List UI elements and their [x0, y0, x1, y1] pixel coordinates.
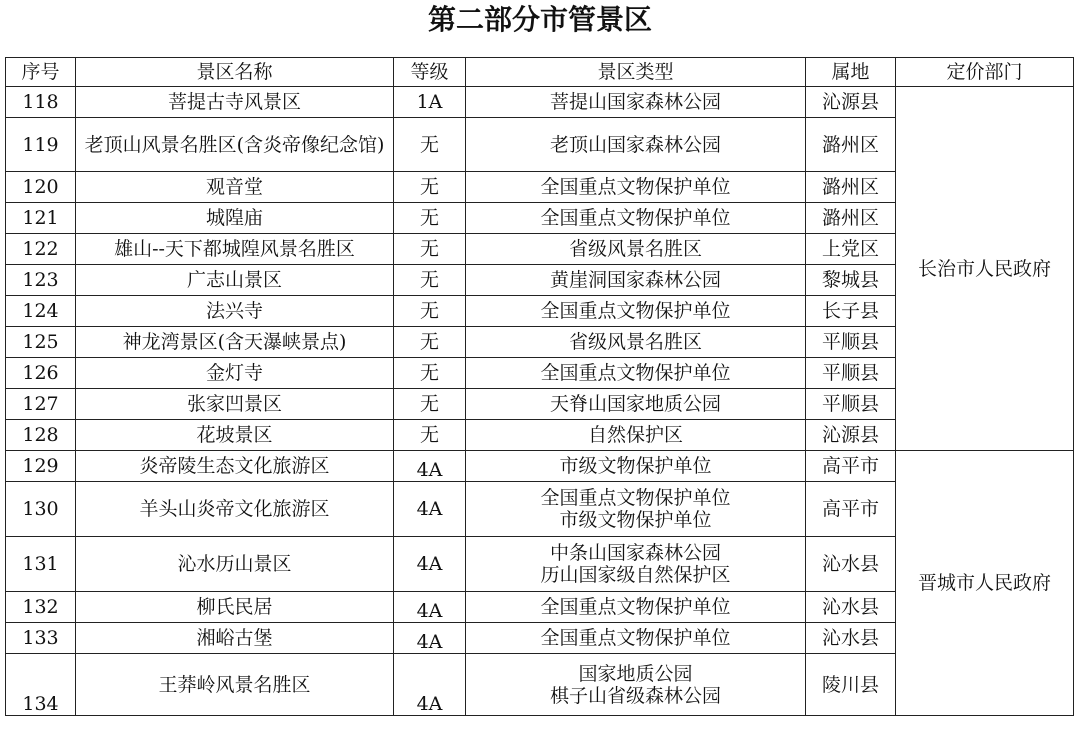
row-name: 沁水历山景区: [76, 537, 394, 592]
row-type: 全国重点文物保护单位: [466, 358, 806, 389]
row-no: 118: [6, 87, 76, 118]
header-dept: 定价部门: [896, 58, 1074, 87]
row-name: 法兴寺: [76, 296, 394, 327]
type-line: 市级文物保护单位: [559, 509, 712, 531]
row-no: 123: [6, 265, 76, 296]
row-no: 121: [6, 203, 76, 234]
row-name: 老顶山风景名胜区(含炎帝像纪念馆): [76, 118, 394, 172]
row-level: 无: [394, 389, 466, 420]
row-no: 120: [6, 172, 76, 203]
row-name: 羊头山炎帝文化旅游区: [76, 482, 394, 537]
row-type: 菩提山国家森林公园: [466, 87, 806, 118]
row-place: 潞州区: [806, 118, 896, 172]
row-place: 上党区: [806, 234, 896, 265]
row-type: 全国重点文物保护单位: [466, 296, 806, 327]
type-line: 历山国家级自然保护区: [540, 564, 731, 586]
row-type: 黄崖洞国家森林公园: [466, 265, 806, 296]
row-place: 黎城县: [806, 265, 896, 296]
row-place: 潞州区: [806, 172, 896, 203]
row-type: 天脊山国家地质公园: [466, 389, 806, 420]
row-place: 沁水县: [806, 537, 896, 592]
row-level: 无: [394, 296, 466, 327]
row-place: 长子县: [806, 296, 896, 327]
row-name: 雄山--天下都城隍风景名胜区: [76, 234, 394, 265]
type-line: 国家地质公园: [578, 662, 693, 685]
row-no: 119: [6, 118, 76, 172]
row-level: 无: [394, 203, 466, 234]
row-name: 花坡景区: [76, 420, 394, 451]
row-name: 炎帝陵生态文化旅游区: [76, 451, 394, 482]
row-type: [466, 537, 806, 592]
row-level: 4A: [394, 592, 466, 623]
row-level: 无: [394, 234, 466, 265]
scenic-area-table: [5, 57, 1074, 716]
row-type: 自然保护区: [466, 420, 806, 451]
row-level: 无: [394, 327, 466, 358]
row-no: 131: [6, 537, 76, 592]
row-level: 4A: [394, 537, 466, 592]
row-name: 王莽岭风景名胜区: [76, 654, 394, 716]
page-title: 第二部分市管景区: [427, 3, 652, 36]
row-place: 高平市: [806, 482, 896, 537]
header-type: 景区类型: [466, 58, 806, 87]
row-type: 老顶山国家森林公园: [466, 118, 806, 172]
type-line: 全国重点文物保护单位: [540, 487, 731, 509]
row-no: 126: [6, 358, 76, 389]
row-name: 张家凹景区: [76, 389, 394, 420]
row-no: 122: [6, 234, 76, 265]
row-name: 广志山景区: [76, 265, 394, 296]
row-no: 127: [6, 389, 76, 420]
table-header-row: [6, 58, 1074, 87]
row-level: 无: [394, 358, 466, 389]
row-place: 沁水县: [806, 592, 896, 623]
row-type: 全国重点文物保护单位: [466, 623, 806, 654]
row-type: 全国重点文物保护单位: [466, 172, 806, 203]
row-no: 132: [6, 592, 76, 623]
row-level: 4A: [394, 482, 466, 537]
department-changzhi: 长治市人民政府: [896, 87, 1074, 451]
table-row: [6, 87, 1074, 118]
header-level: 等级: [394, 58, 466, 87]
row-no: 130: [6, 482, 76, 537]
row-no: 133: [6, 623, 76, 654]
table-row: [6, 451, 1074, 482]
row-type: 全国重点文物保护单位: [466, 203, 806, 234]
row-place: 高平市: [806, 451, 896, 482]
row-type: 省级风景名胜区: [466, 234, 806, 265]
row-name: 城隍庙: [76, 203, 394, 234]
row-no: 134: [6, 654, 76, 716]
row-place: 陵川县: [806, 654, 896, 716]
header-name: 景区名称: [76, 58, 394, 87]
type-line: 中条山国家森林公园: [549, 542, 721, 564]
row-level: 无: [394, 265, 466, 296]
type-line: 棋子山省级森林公园: [549, 684, 721, 707]
row-level: 4A: [394, 451, 466, 482]
row-name: 观音堂: [76, 172, 394, 203]
header-place: 属地: [806, 58, 896, 87]
row-type: 市级文物保护单位: [466, 451, 806, 482]
row-place: 平顺县: [806, 389, 896, 420]
row-level: 1A: [394, 87, 466, 118]
row-name: 菩提古寺风景区: [76, 87, 394, 118]
row-name: 金灯寺: [76, 358, 394, 389]
row-place: 平顺县: [806, 358, 896, 389]
row-type: [466, 654, 806, 716]
row-no: 125: [6, 327, 76, 358]
row-no: 129: [6, 451, 76, 482]
row-name: 柳氏民居: [76, 592, 394, 623]
row-level: 无: [394, 118, 466, 172]
row-place: 沁源县: [806, 87, 896, 118]
row-type: 全国重点文物保护单位: [466, 592, 806, 623]
row-no: 124: [6, 296, 76, 327]
row-level: 4A: [394, 623, 466, 654]
row-level: 4A: [394, 654, 466, 716]
department-jincheng: 晋城市人民政府: [896, 451, 1074, 716]
row-place: 潞州区: [806, 203, 896, 234]
row-place: 沁源县: [806, 420, 896, 451]
row-type: [466, 482, 806, 537]
row-type: 省级风景名胜区: [466, 327, 806, 358]
row-place: 平顺县: [806, 327, 896, 358]
row-no: 128: [6, 420, 76, 451]
row-name: 湘峪古堡: [76, 623, 394, 654]
row-level: 无: [394, 172, 466, 203]
row-name: 神龙湾景区(含天瀑峡景点): [76, 327, 394, 358]
row-level: 无: [394, 420, 466, 451]
header-no: 序号: [6, 58, 76, 87]
row-place: 沁水县: [806, 623, 896, 654]
